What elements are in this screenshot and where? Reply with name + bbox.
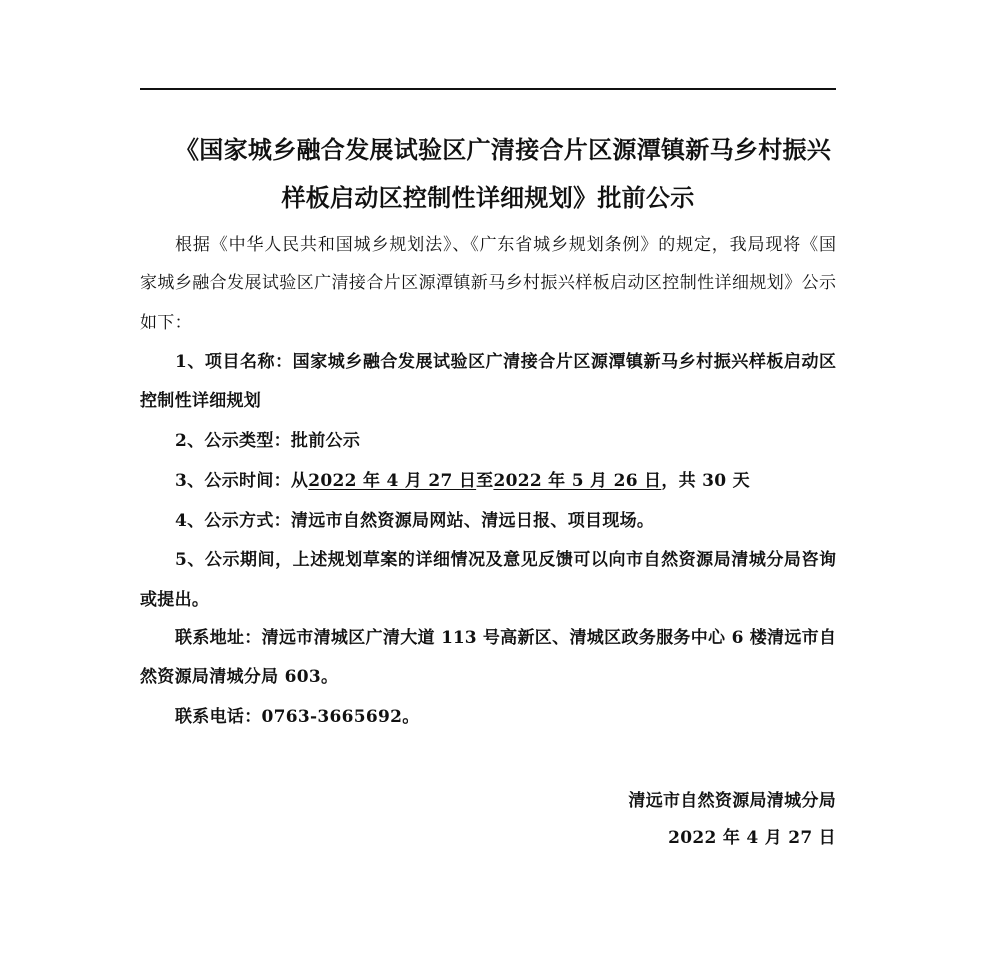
feedback-line-1: 5、公示期间，上述规划草案的详细情况及意见反馈可以向市自然资源局清城分局咨询: [175, 550, 836, 570]
issue-date: 2022 年 4 月 27 日: [668, 828, 836, 848]
period-end-date: 2022 年 5 月 26 日: [493, 471, 662, 491]
header-rule: [140, 88, 836, 90]
period-prefix: 3、公示时间：从: [175, 471, 309, 491]
contact-phone: 联系电话：0763-3665692。: [175, 707, 420, 727]
intro-line-2: 家城乡融合发展试验区广清接合片区源潭镇新马乡村振兴样板启动区控制性详细规划》公示: [140, 273, 836, 293]
item-notice-period: [175, 469, 750, 493]
address-line-1: 联系地址：清远市清城区广清大道 113 号高新区、清城区政务服务中心 6 楼清远市自: [175, 628, 836, 648]
title-line-2: 样板启动区控制性详细规划》批前公示: [281, 183, 695, 212]
project-name-line-1: 1、项目名称：国家城乡融合发展试验区广清接合片区源潭镇新马乡村振兴样板启动区: [175, 352, 836, 372]
project-name-line-2: 控制性详细规划: [140, 391, 262, 411]
issuer-name: 清远市自然资源局清城分局: [628, 791, 836, 811]
item-notice-type: 2、公示类型：批前公示: [175, 431, 361, 451]
period-suffix: ，共 30 天: [661, 471, 750, 491]
item-notice-method: 4、公示方式：清远市自然资源局网站、清远日报、项目现场。: [175, 511, 655, 531]
feedback-line-2: 或提出。: [140, 590, 210, 610]
intro-line-3: 如下：: [140, 313, 192, 333]
period-to: 至: [476, 471, 494, 491]
title-line-1: 《国家城乡融合发展试验区广清接合片区源潭镇新马乡村振兴: [175, 135, 832, 164]
address-line-2: 然资源局清城分局 603。: [140, 667, 339, 687]
intro-line-1: 根据《中华人民共和国城乡规划法》、《广东省城乡规划条例》的规定，我局现将《国: [175, 235, 836, 255]
period-start-date: 2022 年 4 月 27 日: [308, 471, 477, 491]
